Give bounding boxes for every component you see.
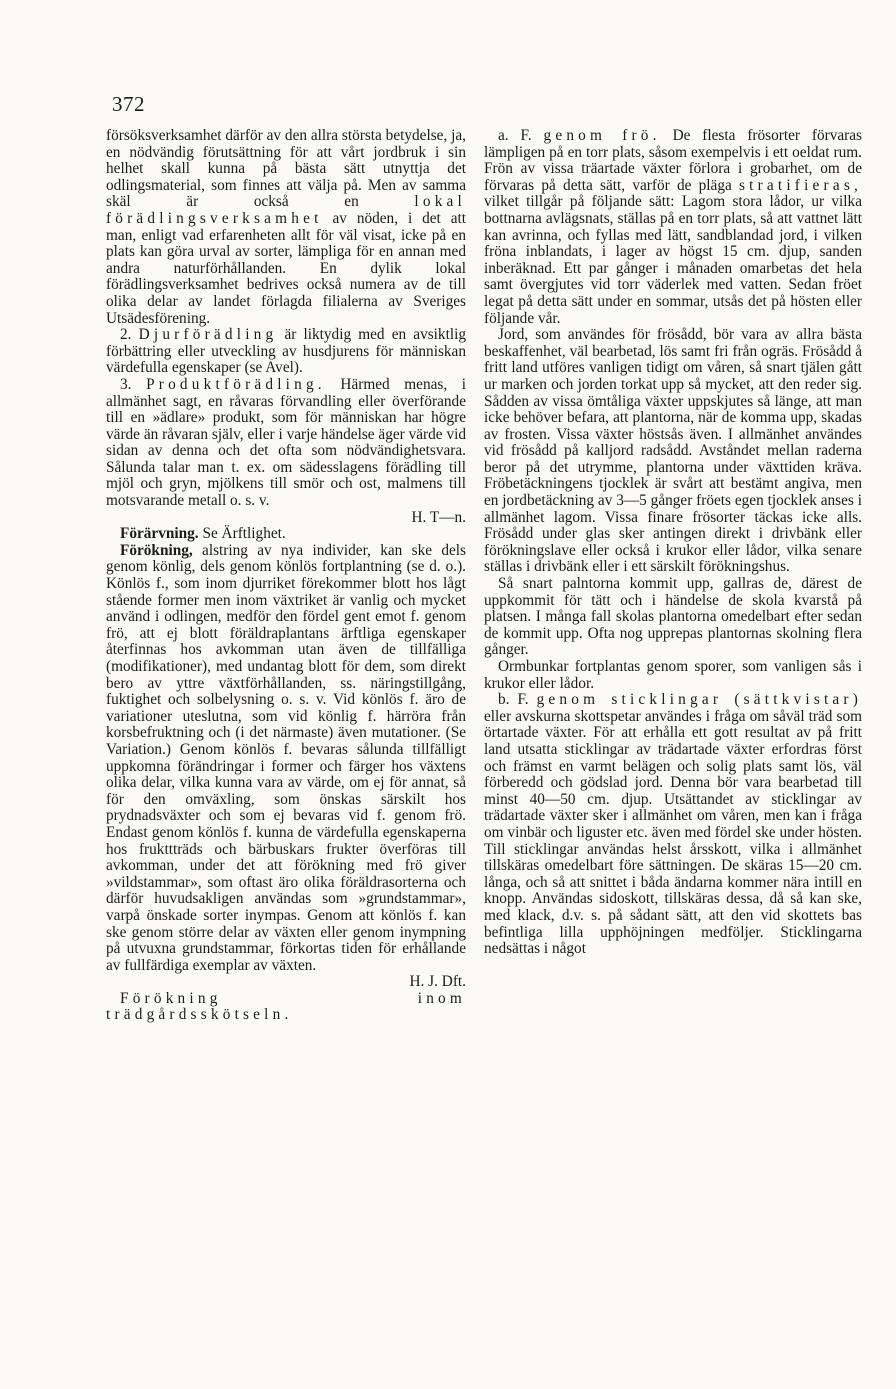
paragraph-ormbunkar: Ormbunkar fortplantas genom sporer, som vanligen sås i krukor eller lådor. <box>484 658 862 692</box>
spaced-term: lokal förädlingsverksamhet <box>106 193 466 227</box>
paragraph-djurforadling <box>106 327 466 377</box>
author-signature: H. J. Dft. <box>409 973 466 991</box>
paragraph-text: Härmed menas, i allmänhet sagt, en råvaras förvandling eller överförande till en »ädlare» produkt, som för människan har högre värde än råvaran själv, eller i varje händelse äger värde vid sidan av denna och det ofta som nödvändighetsvara. Sålunda talar man t. ex. om sädesslagens förädling till mjöl och gryn, mjölkens till smör och ost, malmens till motsvarande metall o. s. v. <box>106 375 467 510</box>
entry-headword: Förärvning. <box>120 525 199 543</box>
right-column <box>484 128 862 958</box>
spaced-term: Förökning inom trädgårdsskötseln. <box>106 989 466 1024</box>
paragraph-jord: Jord, som användes för frösådd, bör vara av allra bästa beskaffenhet, väl bearbetad, lös samt fri från ogräs. Frösådd å fritt land utföres vanligen tidigt om våren, så snart tjälen gått ur marken och jorden torkat upp så mycket, att den reder sig. Sådden av vissa ömtåliga växter uppskjutes så länge, att man icke behöver befara, att plantorna, när de komma upp, skadas av frosten. Vissa växter höstsås även. I allmänhet användes vid frösådd på kalljord radsådd. Avståndet mellan raderna beror på det utrymme, plantorna under växttiden kräva. Fröbetäckningens tjocklek är svårt att bestämt angiva, men en jordbetäckning av 3—5 gånger fröets egen tjocklek anses i allmänhet lagom. Vissa finare frösorter täckas icke alls. Frösådd under glas sker antingen direkt i drivbänk eller förökningslave eller också i krukor eller lådor, vilka senare ställas i drivbänk eller i ett särskilt förökningshus. <box>484 326 862 576</box>
paragraph-produktforadling <box>106 377 466 510</box>
entry-forokning <box>106 543 466 974</box>
spaced-term: Produktförädling. <box>146 375 326 393</box>
paragraph-genom-fro <box>484 128 862 327</box>
left-column <box>106 128 466 1024</box>
paragraph-lokal-foradling <box>106 128 466 327</box>
paragraph-text: vilket tillgår på följande sätt: Lagom stora lådor, ur vilka bottnarna avlägsnats, ställas på en torr plats, så att vattnet lätt kan avrinna, och fyllas med lätt, sandblandad jord, i vilken fröna inblandats, i lager av högst 15 cm. djup, sanden inberäknad. Ett par gånger i månaden omarbetas det hela samt övergjutes vid torr väderlek med vatten. Sedan fröet legat på detta sätt under en sommar, utsås det på hösten eller följande vår. <box>484 193 862 327</box>
entry-text: alstring av nya individer, kan ske dels genom könlig, dels genom könlös fortplantning (se d. o.). Könlös f., som inom djurriket förekommer blott hos lågt stående former men inom växtriket är vanlig och mycket använd i odlingen, medför den fördel gent emot f. genom frö, att ej blott föräldraplantans ärftliga egenskaper återfinnas hos avkomman utan även de tillfälliga (modifikationer), med undantag blott för dem, som direkt bero av yttre växtförhållanden, ss. näringstillgång, fuktighet och solbelysning o. s. v. Vid könlös f. äro de variationer uteslutna, som vid könlig f. härröra från korsbefruktning och (i det närmaste) även mutationer. (Se Variation.) Genom könlös f. bevaras sålunda tillfälligt uppkomna förändringar i former och färger hos växtens olika delar, vilka kunna vara av värde, om ej för annat, så för den omväxling, som önskas särskilt hos prydnadsväxter och som ej bevaras vid f. genom frö. Endast genom könlös f. kunna de värdefulla egenskaperna hos frukttträds och bärbuskars frukter överföras till avkomman, under det att förökning med frö giver »vildstammar», som oftast äro olika föräldrasorterna och därför huvudsakligen användas som »grundstammar», varpå önskade sorter inympas. Genom att könlös f. kan ske genom större delar av växten eller genom inympning på utvuxna grundstammar, förkortas tiden för erhållande av fullfärdiga exemplar av växten. <box>106 541 466 974</box>
paragraph-text: av nöden, i det att man, enligt vad erfarenheten allt för väl visat, icke på en plats kan göra urval av sorter, lämpliga för en annan med andra naturförhållanden. En dylik lokal förädlingsverksamhet bedrives också numera av de till olika delar av landet förlagda filialerna av Sveriges Utsädesförening. <box>106 209 467 327</box>
paragraph-sticklingar <box>484 692 862 958</box>
paragraph-text: De flesta frösorter förvaras lämpligen på en torr plats, såsom exempelvis i ett oeldat rum. Frön av vissa träartade växter förlora i grobarhet, om de förvaras på detta sätt, varför de pläga <box>484 127 862 194</box>
paragraph-text: försöksverksamhet därför av den allra största betydelse, ja, en nödvändig förutsättning för att vårt jordbruk i sin helhet skall kunna på bästa sätt utnyttja det odlingsmaterial, som finnes att välja på. Men av samma skäl är också en <box>106 127 466 211</box>
spaced-term: genom sticklingar (sättkvistar) <box>536 691 862 709</box>
item-number: 2. <box>120 326 132 344</box>
item-number: 3. <box>120 375 132 393</box>
paragraph-gallring: Så snart palntorna kommit upp, gallras de, därest de uppkommit för tätt och i händelse de skola kvarstå på platsen. I många fall skolas plantorna omedelbart efter sedan de kommit upp. Ofta nog upprepas plantornas skolning flera gånger. <box>484 575 862 659</box>
paragraph-text: eller avskurna skottspetar användes i fråga om såväl träd som örtartade växter. För att erhålla ett gott resultat av på fritt land utsatta sticklingar av trädartade växter erfordras först och främst en varmt belägen och solig plats samt lös, väl förberedd och gödslad jord. Denna bör vara bearbetad till minst 40—50 cm. djup. Utsättandet av sticklingar av trädartade växter sker i allmänhet om våren, men kan i fråga om vinbär och liguster etc. även med fördel ske under hösten. Till sticklingar användas helst årsskott, vilka i allmänhet tillskäras omedelbart före sättningen. De skäras 15—20 cm. långa, och så att snittet i båda ändarna kommer nära intill en knopp. Användas sidoskott, tillskäras dessa, då så kan ske, med klack, d.v. s. på sådant sätt, att den vid skottets bas befintliga lilla upphöjningen medföljer. Sticklingarna nedsättas i något <box>484 707 862 958</box>
subheading-tradgard <box>106 991 466 1024</box>
item-prefix: a. F. <box>498 127 532 144</box>
entry-text: Se Ärftlighet. <box>202 525 286 543</box>
spaced-term: Djurförädling <box>138 326 278 344</box>
entry-headword: Förökning, <box>120 541 193 559</box>
spaced-term: stratifieras, <box>739 176 862 194</box>
entry-forarvning <box>106 526 466 543</box>
spaced-term: genom frö. <box>543 127 661 144</box>
author-signature: H. T—n. <box>411 508 466 526</box>
paragraph-text: är liktydig med en avsiktlig förbättring eller utveckling av husdjurens för människan värdefulla egenskaper (se Avel). <box>106 326 466 377</box>
page-number: 372 <box>112 92 145 116</box>
item-prefix: b. F. <box>498 691 529 709</box>
